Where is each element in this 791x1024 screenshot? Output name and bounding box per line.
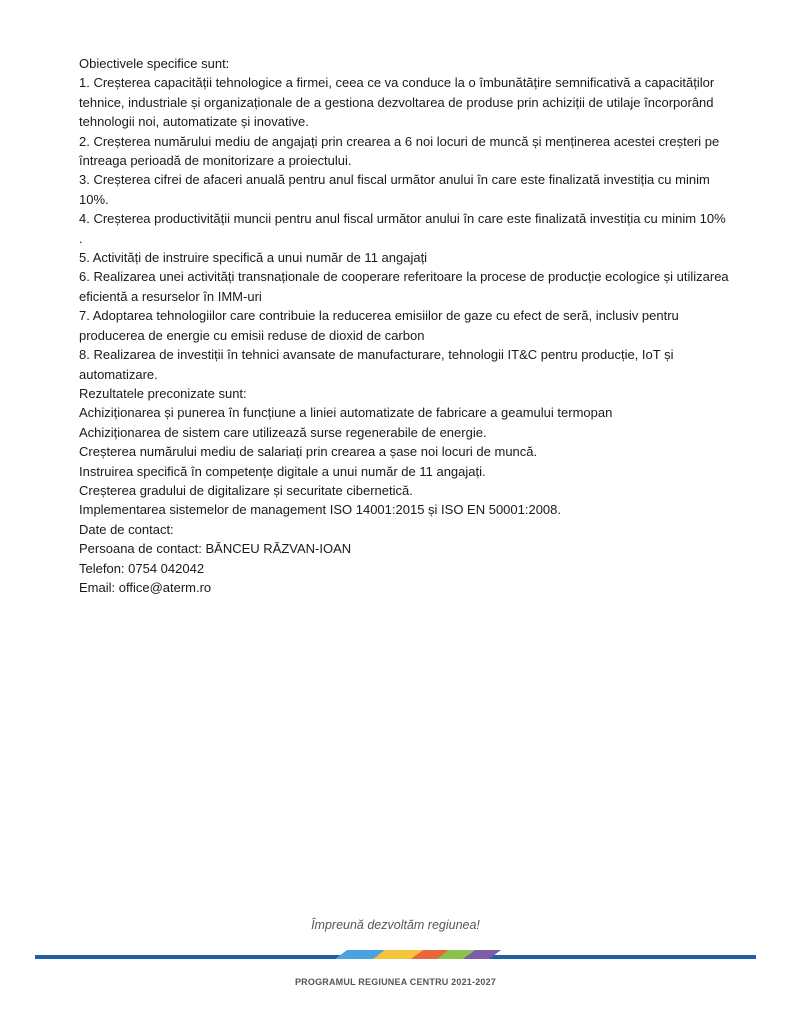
results-heading: Rezultatele preconizate sunt: <box>79 385 247 401</box>
objective-item: 4. Creșterea productivității muncii pentru anul fiscal următor anului în care este finalizată investiția cu minim 10% . <box>79 211 726 246</box>
contact-person: Persoana de contact: BĂNCEU RĂZVAN-IOAN <box>79 541 352 557</box>
objective-item: 5. Activități de instruire specifică a unui număr de 11 angajați <box>79 250 428 266</box>
objective-item: 1. Creșterea capacității tehnologice a firmei, ceea ce va conduce la o îmbunătățire semnificativă a capacităților tehnice, industriale și organizaționale de a gestiona dezvoltarea de produse prin achiziții de utilaje încorporând tehnologii noi, automatizate și inovative. <box>79 75 715 130</box>
objective-item: 7. Adoptarea tehnologiilor care contribuie la reducerea emisiilor de gaze cu efect de seră, inclusiv pentru producerea de energie cu emisii reduse de dioxid de carbon <box>79 308 679 343</box>
result-item: Creșterea numărului mediu de salariați prin crearea a șase noi locuri de muncă. <box>79 444 538 460</box>
objective-item: 6. Realizarea unei activități transnaționale de cooperare referitoare la procese de producție ecologice și utilizarea eficientă a resurselor în IMM-uri <box>79 269 729 304</box>
result-item: Creșterea gradului de digitalizare și securitate cibernetică. <box>79 482 413 498</box>
contact-heading: Date de contact: <box>79 521 174 537</box>
contact-phone: Telefon: 0754 042042 <box>79 560 205 576</box>
footer-color-bar <box>35 950 756 964</box>
result-item: Implementarea sistemelor de management ISO 14001:2015 și ISO EN 50001:2008. <box>79 502 562 518</box>
objective-item: 2. Creșterea numărului mediu de angajați prin crearea a 6 noi locuri de muncă și menținerea acestei creșteri pe întreaga perioadă de monitorizare a proiectului. <box>79 133 720 169</box>
result-item: Achiziționarea și punerea în funcțiune a liniei automatizate de fabricare a geamului termopan <box>79 405 613 421</box>
document-body <box>79 54 729 597</box>
objectives-heading: Obiectivele specifice sunt: <box>79 56 230 71</box>
contact-email: Email: office@aterm.ro <box>79 579 212 595</box>
result-item: Achiziționarea de sistem care utilizează surse regenerabile de energie. <box>79 424 487 440</box>
objective-item: 3. Creșterea cifrei de afaceri anuală pentru anul fiscal următor anului în care este finalizată investiția cu minim 10%. <box>79 172 710 207</box>
footer-slogan: Împreună dezvoltăm regiunea! <box>311 918 480 932</box>
result-item: Instruirea specifică în competențe digitale a unui număr de 11 angajați. <box>79 463 486 479</box>
footer-program-name: PROGRAMUL REGIUNEA CENTRU 2021-2027 <box>294 977 497 987</box>
objective-item: 8. Realizarea de investiții în tehnici avansate de manufacturare, tehnologii IT&C pentru producție, IoT și automatizare. <box>79 347 674 382</box>
